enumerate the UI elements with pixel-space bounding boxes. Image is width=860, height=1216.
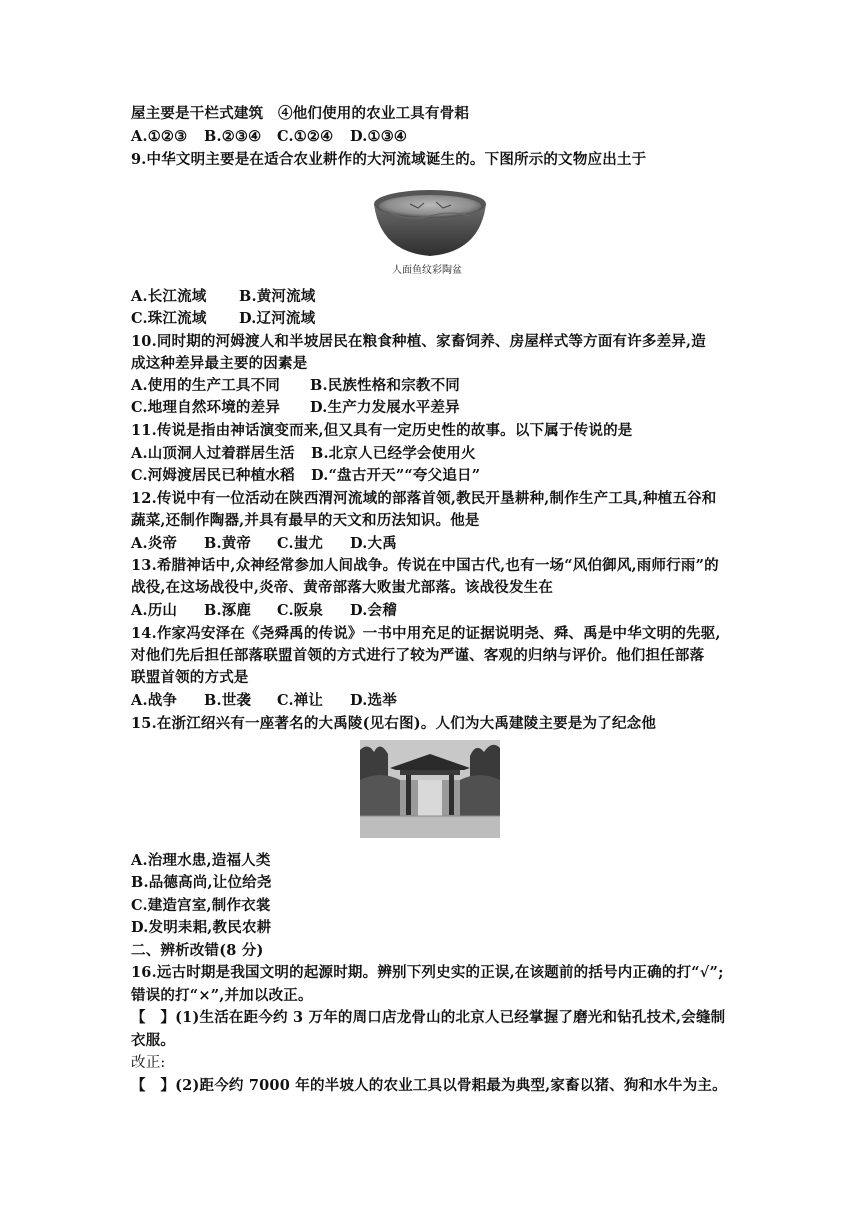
option-c: C.建造宫室,制作衣裳 xyxy=(131,897,271,914)
option-b: B.黄帝 xyxy=(204,535,252,552)
options-row xyxy=(131,691,397,711)
option-d: D.发明耒耜,教民农耕 xyxy=(131,919,272,936)
options-row xyxy=(131,444,476,464)
option-d: D.①③④ xyxy=(350,128,408,145)
question-12-cont: 蔬菜,还制作陶器,并具有最早的天文和历法知识。他是 xyxy=(131,512,480,529)
option-c: C.①②④ xyxy=(277,128,334,145)
option-d: D.大禹 xyxy=(350,535,397,552)
question-16-item-1: 【 】(1)生活在距今约 3 万年的周口店龙骨山的北京人已经掌握了磨光和钻孔技术,会缝制 xyxy=(131,1009,726,1026)
question-16: 16.远古时期是我国文明的起源时期。辨别下列史实的正误,在该题前的括号内正确的打“√”; xyxy=(131,964,724,981)
option-c: C.珠江流域 xyxy=(131,310,207,327)
option-d: D.辽河流域 xyxy=(239,310,316,327)
options-row xyxy=(131,534,397,554)
option-c: C.河姆渡居民已种植水稻 xyxy=(131,467,295,484)
option-a: A.战争 xyxy=(131,692,178,709)
option-a: A.炎帝 xyxy=(131,535,178,552)
option-d: D.选举 xyxy=(350,692,397,709)
option-a: A.治理水患,造福人类 xyxy=(131,852,271,869)
options-row xyxy=(131,287,316,307)
question-14-cont: 对他们先后担任部落联盟首领的方式进行了较为严谨、客观的归纳与评价。他们担任部落 xyxy=(131,647,705,664)
correction-label: 改正: xyxy=(131,1055,166,1071)
options-row xyxy=(131,127,407,147)
text-line: 屋主要是干栏式建筑 ④他们使用的农业工具有骨耜 xyxy=(131,105,470,122)
option-a: A.山顶洞人过着群居生活 xyxy=(131,445,295,462)
question-13: 13.希腊神话中,众神经常参加人间战争。传说在中国古代,也有一场“风伯御风,雨师行雨”的 xyxy=(131,557,719,574)
option-b: B.世袭 xyxy=(204,692,252,709)
question-13-cont: 战役,在这场战役中,炎帝、黄帝部落大败蚩尤部落。该战役发生在 xyxy=(131,579,554,596)
question-11: 11.传说是指由神话演变而来,但又具有一定历史性的故事。以下属于传说的是 xyxy=(131,422,633,439)
options-row xyxy=(131,376,460,396)
option-b: B.北京人已经学会使用火 xyxy=(311,445,476,462)
question-12: 12.传说中有一位活动在陕西渭河流域的部落首领,教民开垦耕种,制作生产工具,种植五谷和 xyxy=(131,490,717,507)
option-d: D.会稽 xyxy=(350,602,397,619)
option-a: A.①②③ xyxy=(131,128,188,145)
options-row xyxy=(131,601,397,621)
options-row xyxy=(131,466,480,486)
section-heading: 二、辨析改错(8 分) xyxy=(131,942,264,959)
option-c: C.蚩尤 xyxy=(277,535,324,552)
question-10-cont: 成这种差异最主要的因素是 xyxy=(131,355,308,372)
question-16-item-1-cont: 衣服。 xyxy=(131,1032,176,1049)
option-d: D.“盘古开天”“夸父追日” xyxy=(311,467,481,484)
question-16-item-2: 【 】(2)距今约 7000 年的半坡人的农业工具以骨耜最为典型,家畜以猪、狗和水牛为主。 xyxy=(131,1077,727,1094)
question-16-cont: 错误的打“×”,并加以改正。 xyxy=(131,987,313,1004)
question-9: 9.中华文明主要是在适合农业耕作的大河流域诞生的。下图所示的文物应出土于 xyxy=(131,151,647,168)
option-b: B.涿鹿 xyxy=(204,602,252,619)
mausoleum-image xyxy=(360,740,500,838)
option-a: A.长江流域 xyxy=(131,288,207,305)
option-b: B.民族性格和宗教不同 xyxy=(310,377,461,394)
question-15: 15.在浙江绍兴有一座著名的大禹陵(见右图)。人们为大禹建陵主要是为了纪念他 xyxy=(131,715,657,732)
options-row xyxy=(131,398,460,418)
option-b: B.②③④ xyxy=(204,128,262,145)
option-c: C.禅让 xyxy=(277,692,324,709)
option-a: A.历山 xyxy=(131,602,178,619)
options-row xyxy=(131,309,315,329)
option-c: C.地理自然环境的差异 xyxy=(131,399,281,416)
question-14: 14.作家冯安泽在《尧舜禹的传说》一书中用充足的证据说明尧、舜、禹是中华文明的先驱, xyxy=(131,625,721,642)
question-14-cont: 联盟首领的方式是 xyxy=(131,669,249,686)
option-c: C.阪泉 xyxy=(277,602,324,619)
option-a: A.使用的生产工具不同 xyxy=(131,377,280,394)
image-caption: 人面鱼纹彩陶盆 xyxy=(392,265,462,276)
question-10: 10.同时期的河姆渡人和半坡居民在粮食种植、家畜饲养、房屋样式等方面有许多差异,造 xyxy=(131,333,706,350)
option-b: B.黄河流域 xyxy=(239,288,316,305)
pottery-basin-image xyxy=(370,186,490,262)
option-b: B.品德高尚,让位给尧 xyxy=(131,874,272,891)
option-d: D.生产力发展水平差异 xyxy=(310,399,460,416)
